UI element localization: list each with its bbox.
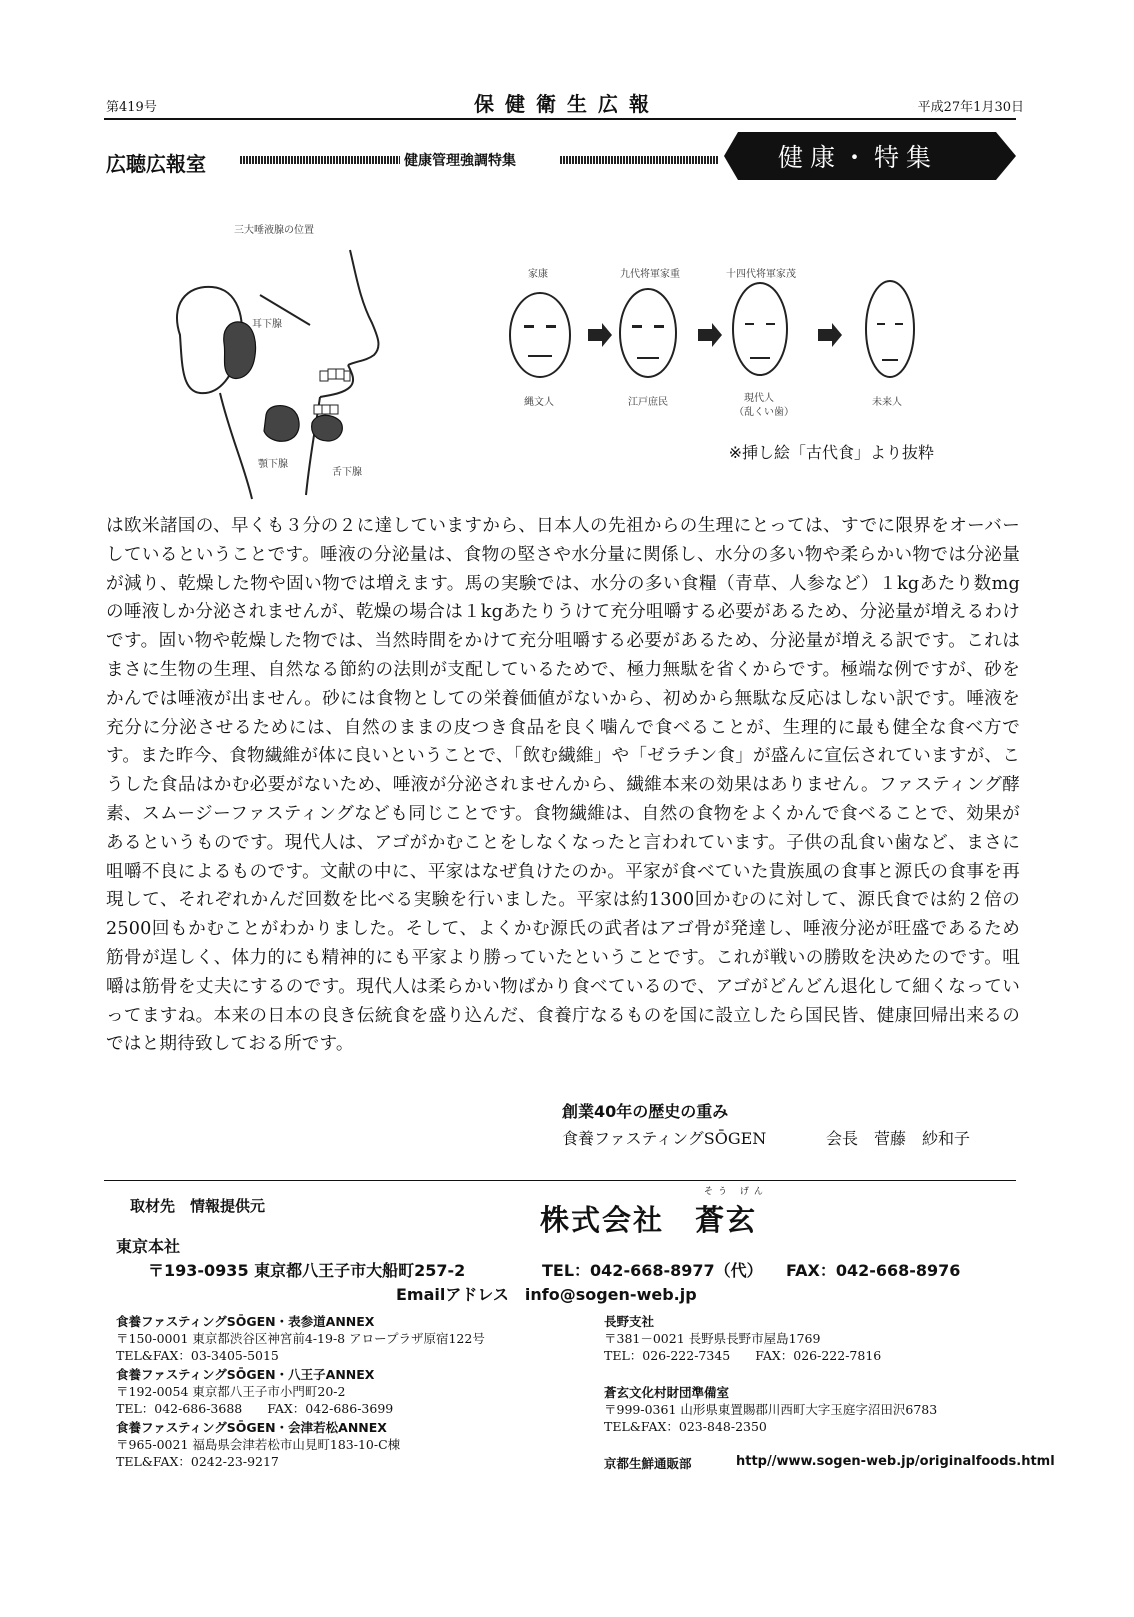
footer-rule xyxy=(104,1180,1016,1181)
branch-address: 〒150-0001 東京都渋谷区神宮前4-19-8 アロープラザ原宿122号 xyxy=(116,1331,485,1346)
article-body: は欧米諸国の、早くも３分の２に達していますから、日本人の先祖からの生理にとっては、すでに限界をオーバーしているということです。唾液の分泌量は、食物の堅さや水分量に関係し、水分の多い物や柔らかい物では分泌量が減り、乾燥した物や固い物では増えます。馬の実験では、水分の多い食糧（青草、人参など）１kgあたり数mgの唾液しか分泌されませんが、乾燥の場合は１kgあたりうけて充分咀嚼する必要があるため、分泌量が増えるわけです。固い物や乾燥した物では、当然時間をかけて充分咀嚼する必要があるため、分泌量が増える訳です。これはまさに生物の生理、自然なる節約の法則が支配しているためで、極力無駄を省くからです。極端な例ですが、砂をかんでは唾液が出ません。砂には食物としての栄養価値がないから、初めから無駄な反応はしない訳です。唾液を充分に分泌させるためには、自然のままの皮つき食品を良く噛んで食べることが、生理的に最も健全な食べ方です。また昨今、食物繊維が体に良いということで、「飲む繊維」や「ゼラチン食」が盛んに宣伝されていますが、こうした食品はかむ必要がないため、唾液が分泌されませんから、繊維本来の効果はありません。ファスティング酵素、スムージーファスティングなども同じことです。食物繊維は、自然の食物をよくかんで食べることで、効果があるというものです。現代人は、アゴがかむことをしなくなったと言われています。子供の乱食い歯など、まさに咀嚼不良によるものです。文献の中に、平家はなぜ負けたのか。平家が食べていた貴族風の食事と源氏の食事を再現して、それぞれかんだ回数を比べる実験を行いました。平家は約1300回かむのに対して、源氏食では約２倍の2500回もかむことがわかりました。そして、よくかむ源氏の武者はアゴ骨が発達し、唾液分泌が旺盛であるため筋骨が逞しく、体力的にも精神的にも平家より勝っていたということです。これが戦いの勝敗を決めたのです。咀嚼は筋骨を丈夫にするのです。現代人は柔らかい物ばかり食べているので、アゴがどんどん退化して細くなっていってますね。本来の日本の良き伝統食を盛り込んだ、食養庁なるものを国に設立したら国民皆、健康回帰出来るのではと期待致しておる所です。 xyxy=(106,516,1020,1055)
branch-address: 〒999-0361 山形県東置賜郡川西町大字玉庭字沼田沢6783 xyxy=(604,1402,938,1417)
salivary-gland-illustration xyxy=(160,215,450,505)
company-name: 株式会社 蒼玄 xyxy=(540,1203,758,1237)
company-ruby: そう げん xyxy=(704,1187,768,1197)
department-name: 広聴広報室 xyxy=(106,152,206,176)
gland-label-parotid: 耳下腺 xyxy=(252,319,282,330)
hq-address: 〒193-0935 東京都八王子市大船町257-2 xyxy=(148,1261,466,1280)
signature-organization: 食養ファスティングSŌGEN xyxy=(562,1129,767,1148)
branch-address: 〒965-0021 福島県会津若松市山見町183-10-C棟 xyxy=(116,1437,401,1452)
source-label: 取材先 情報提供元 xyxy=(130,1197,266,1215)
branch-name: 食養ファスティングSŌGEN・八王子ANNEX xyxy=(116,1367,375,1382)
branch-address: 〒192-0054 東京都八王子市小門町20-2 xyxy=(116,1384,346,1399)
branch-contact: TEL&FAX：023-848-2350 xyxy=(604,1419,767,1434)
branch-omotesando xyxy=(116,1313,485,1364)
issue-date: 平成27年1月30日 xyxy=(917,100,1024,115)
hq-email[interactable]: Emailアドレス info@sogen-web.jp xyxy=(396,1285,697,1304)
hq-label: 東京本社 xyxy=(116,1237,181,1256)
bottom-label-3-note: （乱くい歯） xyxy=(734,407,794,418)
feature-banner: 健康・特集 xyxy=(777,143,938,172)
branch-address: 〒381－0021 長野県長野市屋島1769 xyxy=(604,1331,821,1346)
gland-label-submandibular: 顎下腺 xyxy=(258,459,288,470)
hq-fax: FAX：042-668-8976 xyxy=(786,1261,961,1280)
bottom-label-1: 縄文人 xyxy=(524,397,554,408)
branch-contact: TEL&FAX：0242-23-9217 xyxy=(116,1454,279,1469)
hatch-divider xyxy=(240,156,400,164)
bottom-label-3: 現代人 xyxy=(744,393,774,404)
top-label-2: 九代将軍家重 xyxy=(620,269,680,280)
signature-person: 会長 菅藤 紗和子 xyxy=(826,1129,971,1148)
feature-label: 健康管理強調特集 xyxy=(404,153,516,169)
bottom-label-2: 江戸庶民 xyxy=(628,397,668,408)
branch-name: 蒼玄文化村財団準備室 xyxy=(604,1385,730,1400)
face-profile-drawing xyxy=(160,215,450,505)
branch-hachioji xyxy=(116,1366,393,1417)
hq-tel: TEL：042-668-8977（代） xyxy=(542,1261,763,1280)
branch-name: 長野支社 xyxy=(604,1314,655,1329)
branch-contact: TEL：026-222-7345 FAX：026-222-7816 xyxy=(604,1348,882,1363)
branch-name: 食養ファスティングSŌGEN・表参道ANNEX xyxy=(116,1314,375,1329)
gland-label-sublingual: 舌下腺 xyxy=(332,467,362,478)
illustration-title: 三大唾液腺の位置 xyxy=(234,225,314,236)
hatch-divider xyxy=(560,156,718,164)
signature-title: 創業40年の歴史の重み xyxy=(562,1102,729,1121)
kyoto-label: 京都生鮮通販部 xyxy=(604,1456,692,1471)
top-label-1: 家康 xyxy=(528,269,548,280)
branch-contact: TEL：042-686-3688 FAX：042-686-3699 xyxy=(116,1401,394,1416)
illustration-caption: ※挿し絵「古代食」より抜粋 xyxy=(728,443,934,462)
branch-aizuwakamatsu xyxy=(116,1419,400,1470)
branch-bunkamura xyxy=(604,1384,937,1435)
website-url[interactable]: http//www.sogen-web.jp/originalfoods.html xyxy=(736,1454,1055,1469)
issue-number: 第419号 xyxy=(106,100,157,115)
header-rule xyxy=(104,118,1016,120)
branch-contact: TEL&FAX：03-3405-5015 xyxy=(116,1348,279,1363)
branch-nagano xyxy=(604,1313,881,1364)
face-evolution-illustration xyxy=(498,255,998,430)
branch-name: 食養ファスティングSŌGEN・会津若松ANNEX xyxy=(116,1420,387,1435)
bottom-label-4: 未来人 xyxy=(872,397,902,408)
top-label-3: 十四代将軍家茂 xyxy=(726,269,796,280)
paper-title: 保健衛生広報 xyxy=(474,92,660,116)
